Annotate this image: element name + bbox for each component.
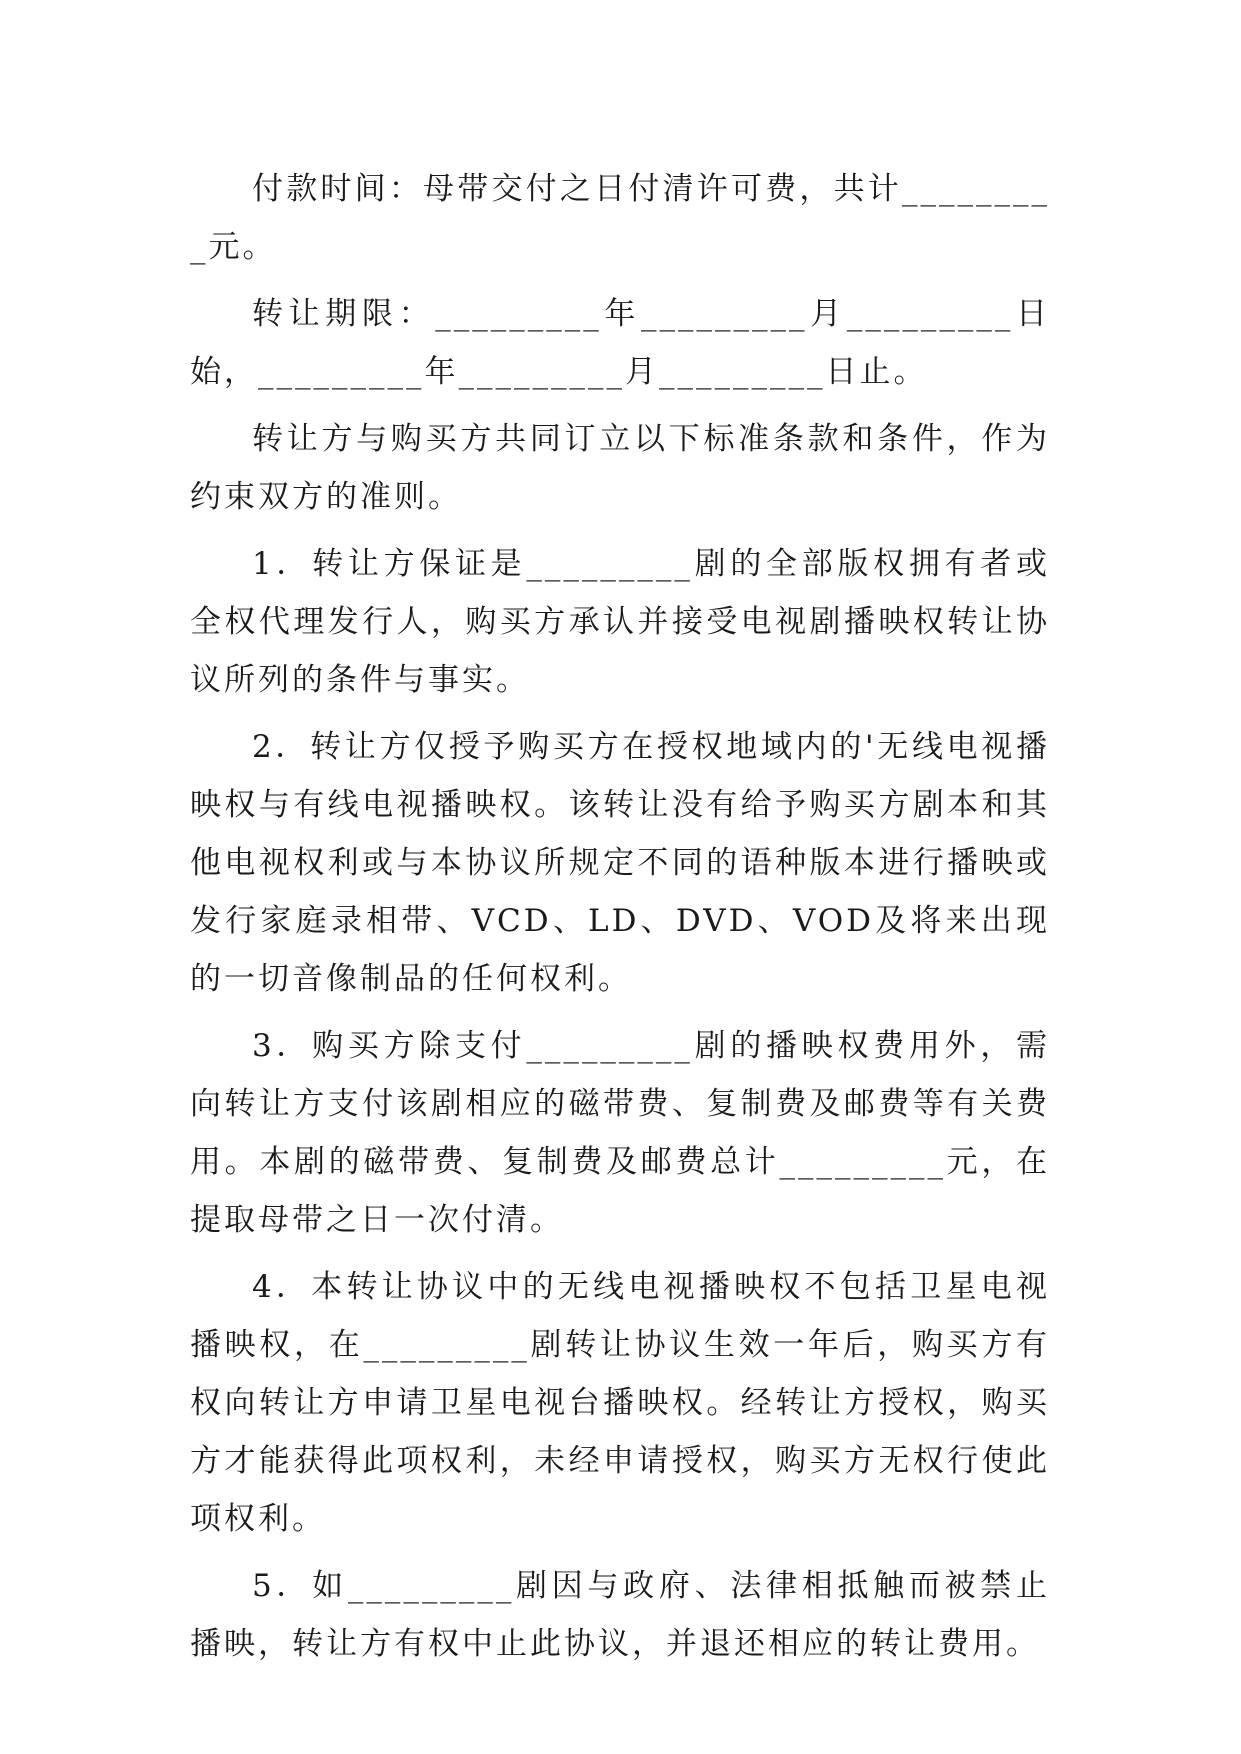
terms-intro-paragraph: 转让方与购买方共同订立以下标准条款和条件，作为约束双方的准则。 <box>190 421 1050 515</box>
document-body <box>190 160 1050 1673</box>
transfer-period-paragraph: 转让期限：_________年_________月_________日始，_________年_________月_________日止。 <box>190 296 1050 390</box>
clause-4-paragraph: 4．本转让协议中的无线电视播映权不包括卫星电视播映权，在_________剧转让协议生效一年后，购买方有权向转让方申请卫星电视台播映权。经转让方授权，购买方才能获得此项权利，未经申请授权，购买方无权行使此项权利。 <box>190 1269 1050 1537</box>
clause-5-paragraph: 5．如_________剧因与政府、法律相抵触而被禁止播映，转让方有权中止此协议，并退还相应的转让费用。 <box>190 1568 1050 1662</box>
clause-1-paragraph: 1．转让方保证是_________剧的全部版权拥有者或全权代理发行人，购买方承认并接受电视剧播映权转让协议所列的条件与事实。 <box>190 546 1050 698</box>
clause-2-paragraph: 2．转让方仅授予购买方在授权地域内的'无线电视播映权与有线电视播映权。该转让没有给予购买方剧本和其他电视权利或与本协议所规定不同的语种版本进行播映或发行家庭录相带、VCD、LD、DVD、VOD及将来出现的一切音像制品的任何权利。 <box>190 729 1050 997</box>
clause-3-paragraph: 3．购买方除支付_________剧的播映权费用外，需向转让方支付该剧相应的磁带费、复制费及邮费等有关费用。本剧的磁带费、复制费及邮费总计_________元，在提取母带之日一次付清。 <box>190 1028 1050 1238</box>
payment-time-paragraph: 付款时间：母带交付之日付清许可费，共计_________元。 <box>190 171 1050 265</box>
